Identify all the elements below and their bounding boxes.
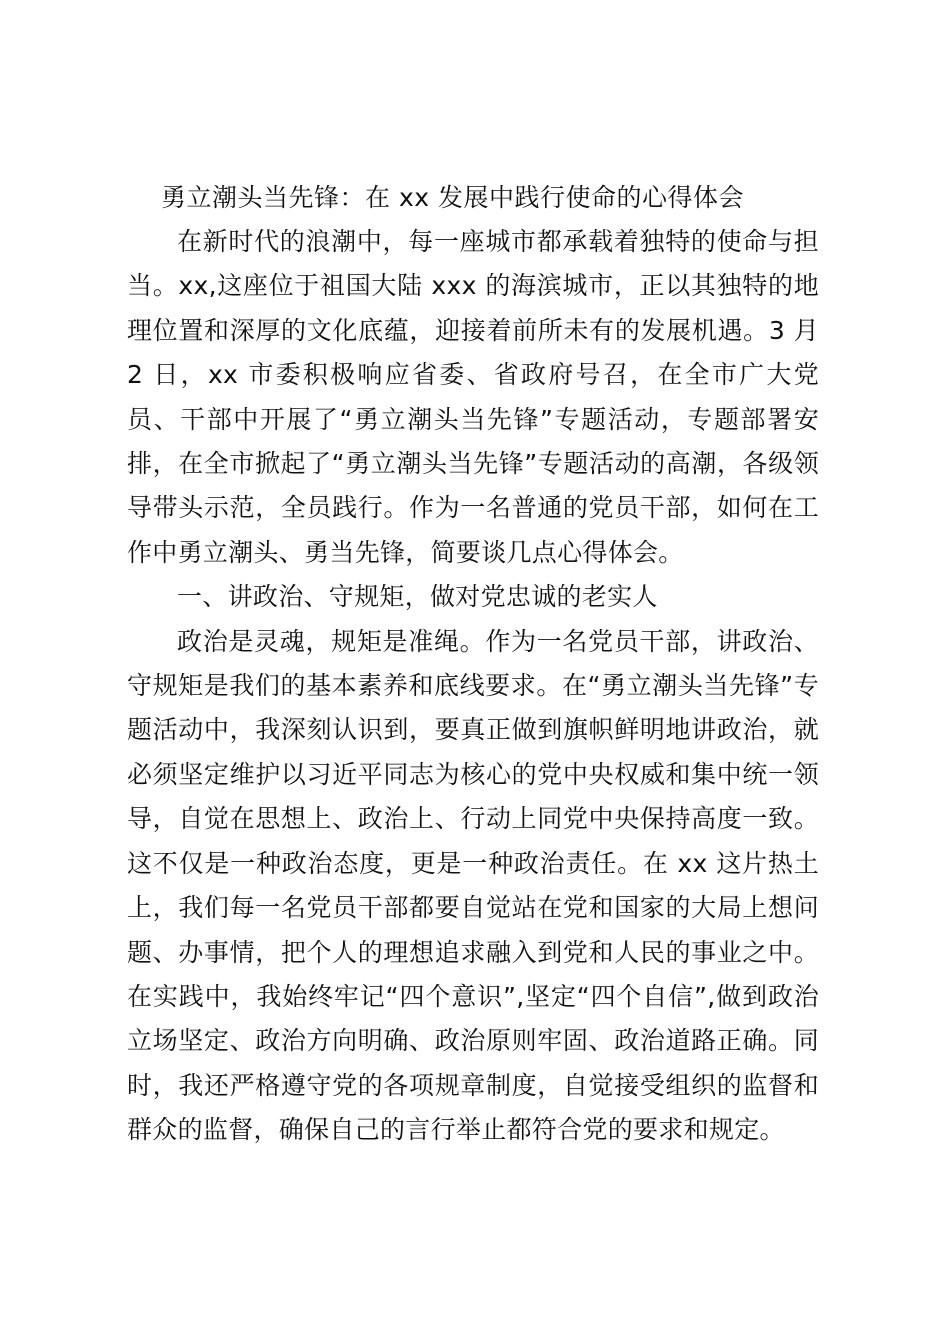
section-heading: 一、讲政治、守规矩，做对党忠诚的老实人 <box>177 582 658 612</box>
document-body <box>127 176 819 1153</box>
section-paragraph: 政治是灵魂，规矩是准绳。作为一名党员干部，讲政治、守规矩是我们的基本素养和底线要求。在“勇立潮头当先锋”专题活动中，我深刻认识到，要真正做到旗帜鲜明地讲政治，就必须坚定维护以习近平同志为核心的党中央权威和集中统一领导，自觉在思想上、政治上、行动上同党中央保持高度一致。这不仅是一种政治态度，更是一种政治责任。在 xx 这片热土上，我们每一名党员干部都要自觉站在党和国家的大局上想问题、办事情，把个人的理想追求融入到党和人民的事业之中。在实践中，我始终牢记“四个意识”,坚定“四个自信”,做到政治立场坚定、政治方向明确、政治原则牢固、政治道路正确。同时，我还严格遵守党的各项规章制度，自觉接受组织的监督和群众的监督，确保自己的言行举止都符合党的要求和规定。 <box>127 626 819 1145</box>
intro-paragraph: 在新时代的浪潮中，每一座城市都承载着独特的使命与担当。xx,这座位于祖国大陆 xxx 的海滨城市，正以其独特的地理位置和深厚的文化底蕴，迎接着前所未有的发展机遇。3 月 2 日，xx 市委积极响应省委、省政府号召，在全市广大党员、干部中开展了“勇立潮头当先锋”专题活动，专题部署安排，在全市掀起了“勇立潮头当先锋”专题活动的高潮，各级领导带头示范，全员践行。作为一名普通的党员干部，如何在工作中勇立潮头、勇当先锋，简要谈几点心得体会。 <box>127 227 819 567</box>
document-title: 勇立潮头当先锋：在 xx 发展中践行使命的心得体会 <box>161 183 744 212</box>
